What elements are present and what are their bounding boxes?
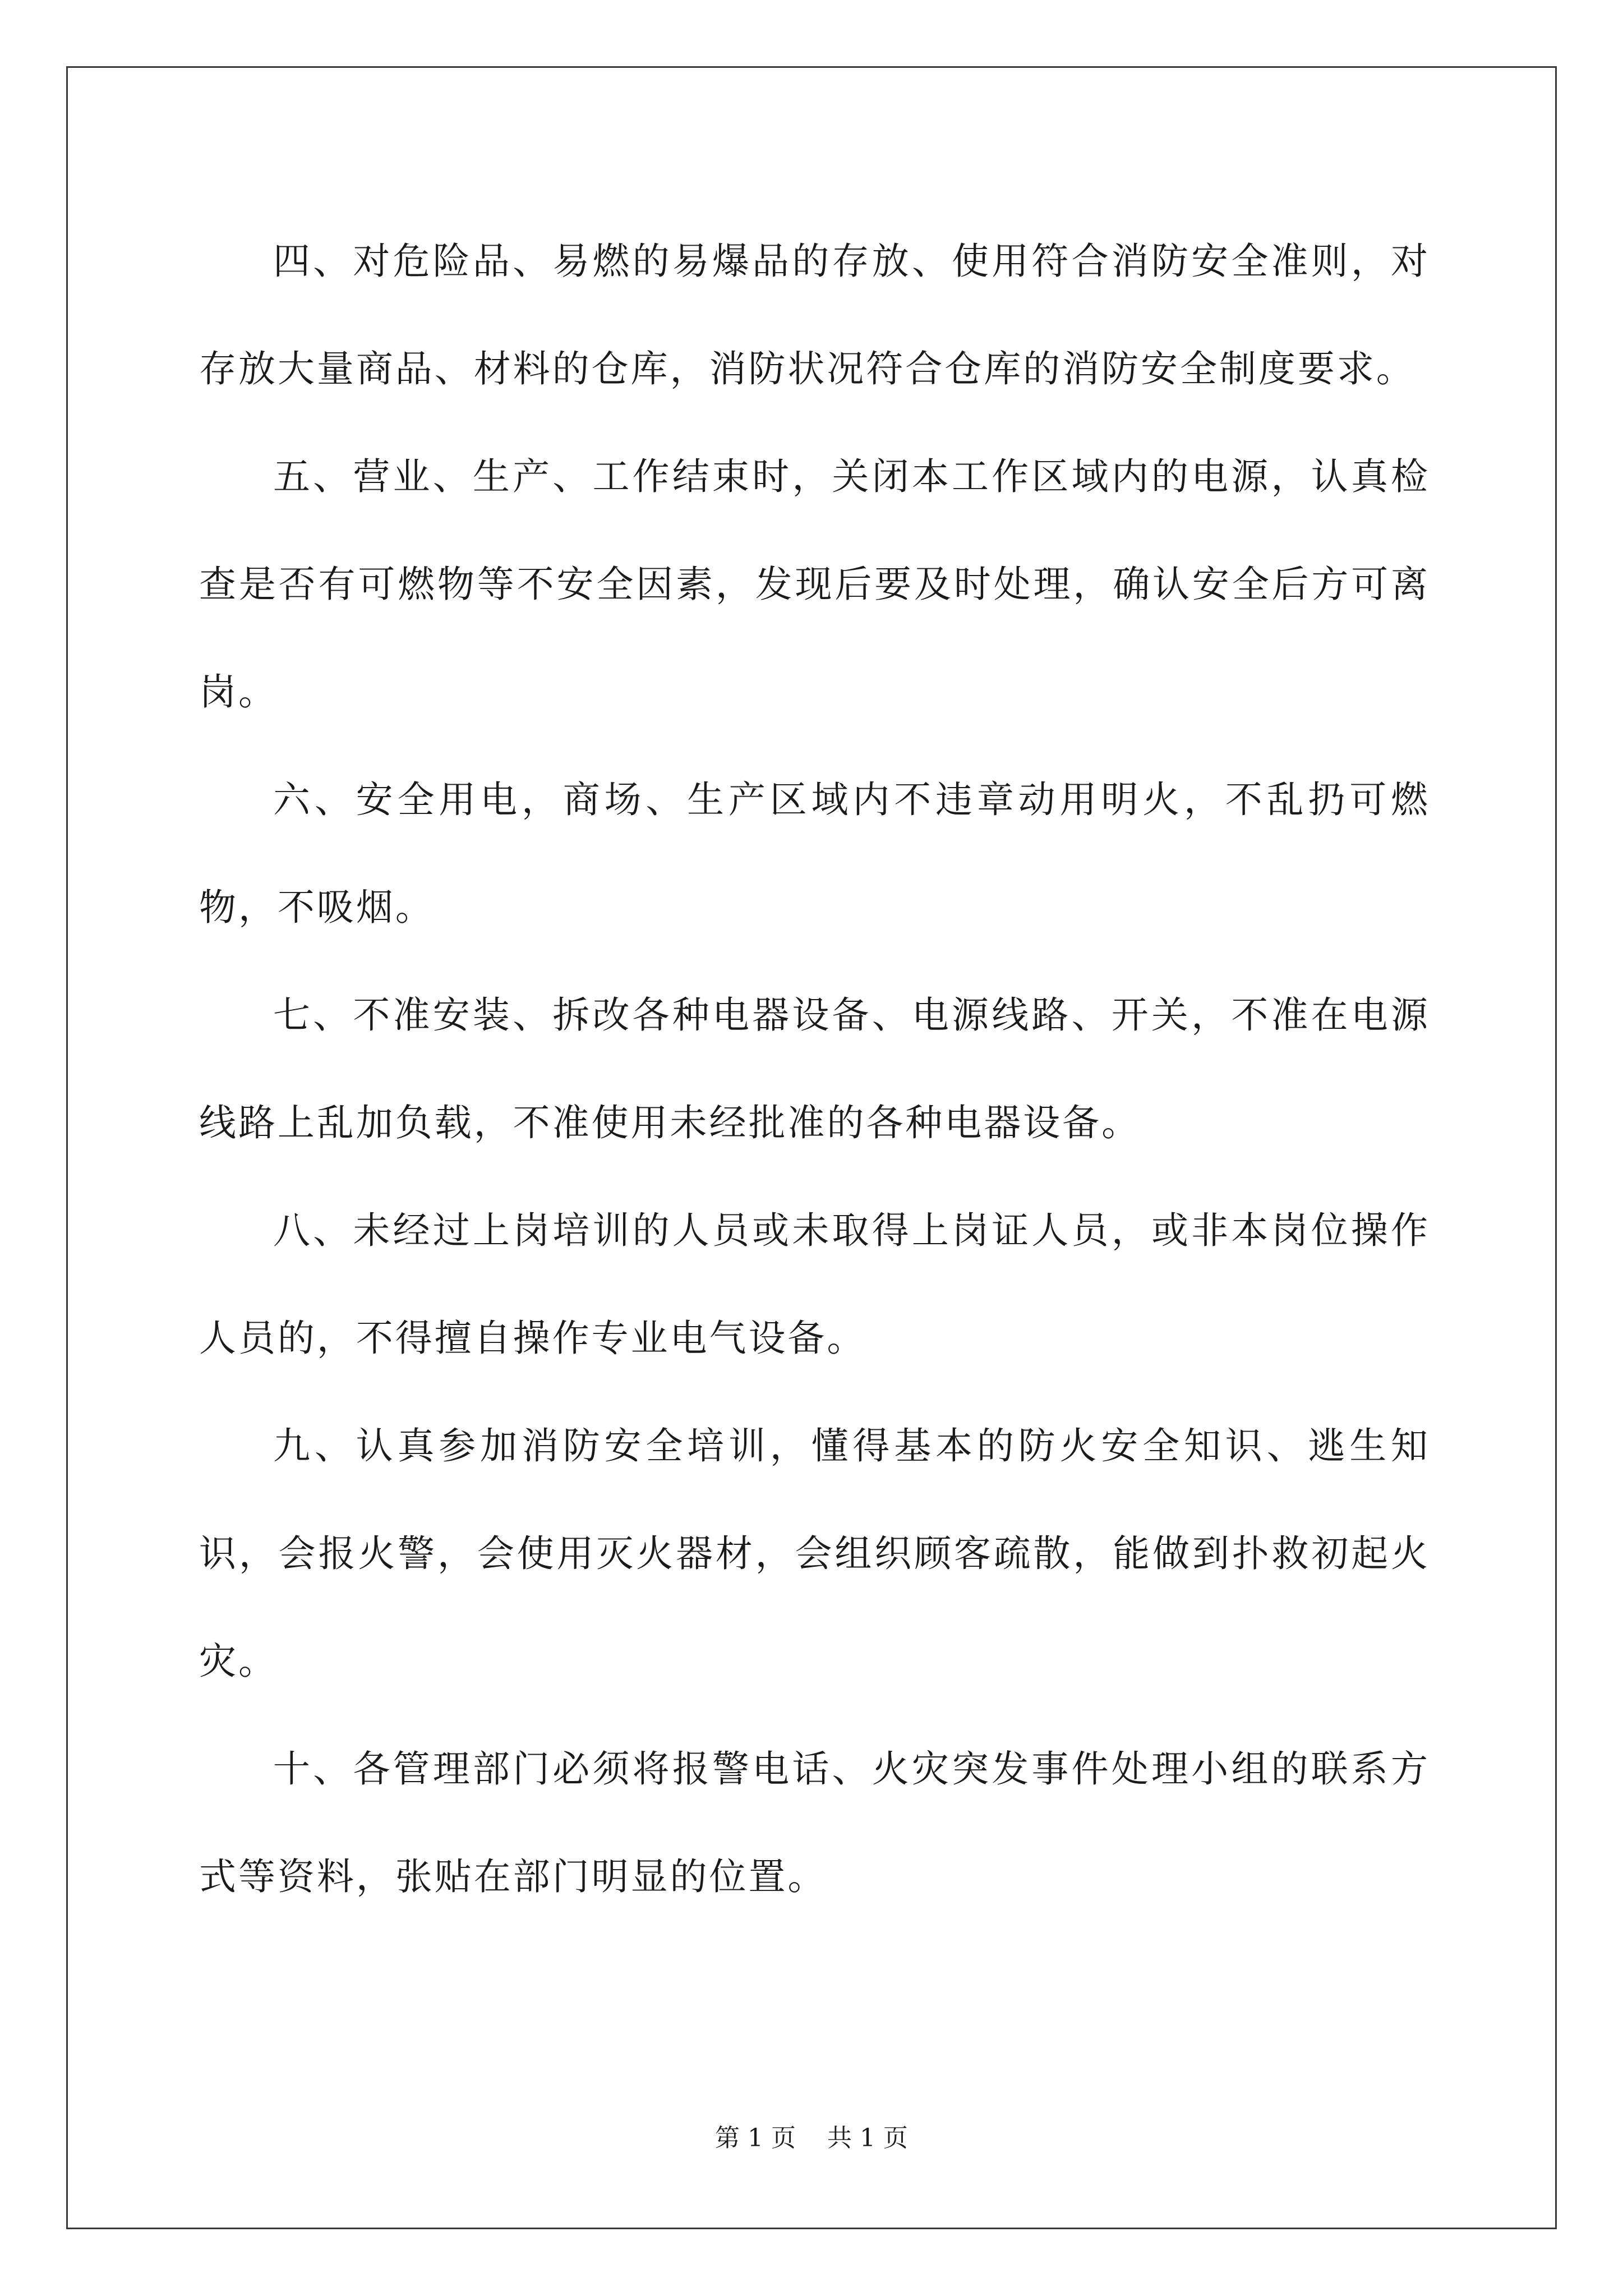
document-body: [199, 208, 1430, 1931]
page-total: 共 1 页: [827, 2124, 908, 2152]
paragraph-10: 十、各管理部门必须将报警电话、火灾突发事件处理小组的联系方式等资料，张贴在部门明显的位置。: [199, 1747, 1430, 1898]
page-number: 第 1 页: [715, 2124, 796, 2152]
page-footer: [0, 2118, 1623, 2154]
paragraph-8: 八、未经过上岗培训的人员或未取得上岗证人员，或非本岗位操作人员的，不得擅自操作专业电气设备。: [199, 1209, 1430, 1360]
paragraph-7: 七、不准安装、拆改各种电器设备、电源线路、开关，不准在电源线路上乱加负载，不准使用未经批准的各种电器设备。: [199, 993, 1430, 1144]
paragraph-9: 九、认真参加消防安全培训，懂得基本的防火安全知识、逃生知识，会报火警，会使用灭火器材，会组织顾客疏散，能做到扑救初起火灾。: [199, 1424, 1430, 1683]
paragraph-6: 六、安全用电，商场、生产区域内不违章动用明火，不乱扔可燃物，不吸烟。: [199, 778, 1430, 929]
paragraph-4: 四、对危险品、易燃的易爆品的存放、使用符合消防安全准则，对存放大量商品、材料的仓库，消防状况符合仓库的消防安全制度要求。: [199, 240, 1430, 390]
paragraph-5: 五、营业、生产、工作结束时，关闭本工作区域内的电源，认真检查是否有可燃物等不安全因素，发现后要及时处理，确认安全后方可离岗。: [199, 455, 1430, 714]
